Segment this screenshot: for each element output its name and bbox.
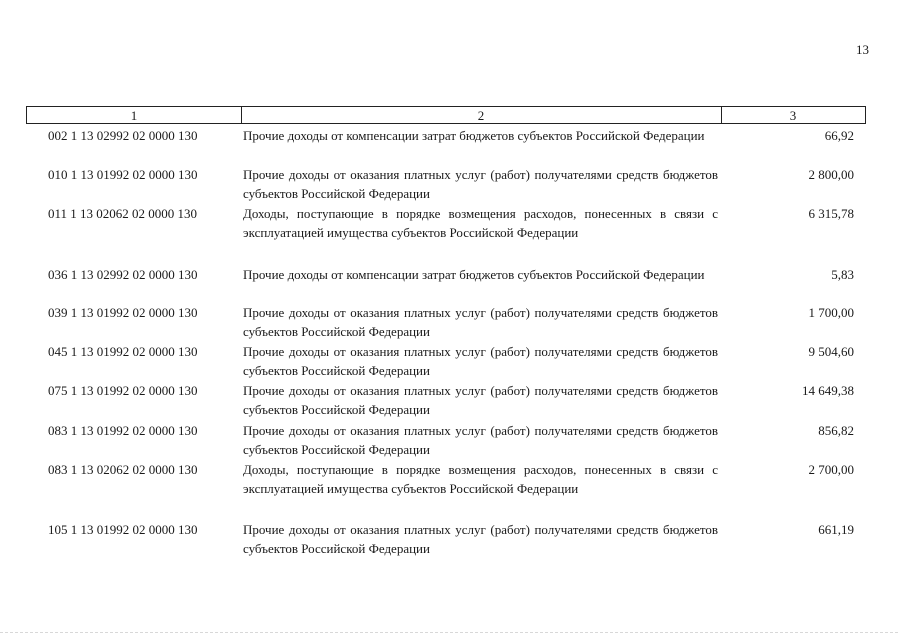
income-description: Прочие доходы от оказания платных услуг (работ) получателями средств бюджетов субъектов Российской Федерации	[243, 423, 718, 457]
column-header-2: 2	[241, 107, 722, 123]
column-header-1: 1	[27, 107, 242, 123]
income-description: Доходы, поступающие в порядке возмещения расходов, понесенных в связи с эксплуатацией имущества субъектов Российской Федерации	[243, 462, 718, 496]
budget-code: 036 1 13 02992 02 0000 130	[48, 267, 198, 282]
column-header-3: 3	[789, 108, 797, 123]
budget-code: 083 1 13 02062 02 0000 130	[48, 462, 198, 477]
amount: 9 504,60	[808, 344, 854, 359]
budget-code: 011 1 13 02062 02 0000 130	[48, 206, 198, 221]
income-description: Прочие доходы от оказания платных услуг (работ) получателями средств бюджетов субъектов Российской Федерации	[243, 167, 718, 201]
amount: 856,82	[818, 423, 854, 438]
income-description: Прочие доходы от оказания платных услуг (работ) получателями средств бюджетов субъектов Российской Федерации	[243, 344, 718, 378]
amount: 1 700,00	[808, 305, 854, 320]
amount: 5,83	[831, 267, 854, 282]
table-header	[26, 106, 866, 124]
income-description: Прочие доходы от компенсации затрат бюджетов субъектов Российской Федерации	[243, 267, 705, 282]
income-description: Доходы, поступающие в порядке возмещения расходов, понесенных в связи с эксплуатацией имущества субъектов Российской Федерации	[243, 206, 718, 240]
amount: 2 800,00	[808, 167, 854, 182]
income-description: Прочие доходы от компенсации затрат бюджетов субъектов Российской Федерации	[243, 128, 705, 143]
budget-code: 010 1 13 01992 02 0000 130	[48, 167, 198, 182]
budget-code: 083 1 13 01992 02 0000 130	[48, 423, 198, 438]
page-number: 13	[856, 42, 869, 57]
amount: 6 315,78	[808, 206, 854, 221]
budget-code: 045 1 13 01992 02 0000 130	[48, 344, 198, 359]
income-description: Прочие доходы от оказания платных услуг (работ) получателями средств бюджетов субъектов Российской Федерации	[243, 522, 718, 556]
budget-code: 075 1 13 01992 02 0000 130	[48, 383, 198, 398]
amount: 14 649,38	[802, 383, 854, 398]
budget-code: 002 1 13 02992 02 0000 130	[48, 128, 198, 143]
income-description: Прочие доходы от оказания платных услуг (работ) получателями средств бюджетов субъектов Российской Федерации	[243, 383, 718, 417]
amount: 661,19	[818, 522, 854, 537]
budget-code: 105 1 13 01992 02 0000 130	[48, 522, 198, 537]
amount: 2 700,00	[808, 462, 854, 477]
amount: 66,92	[824, 128, 854, 143]
budget-code: 039 1 13 01992 02 0000 130	[48, 305, 198, 320]
scan-edge-divider	[0, 632, 898, 633]
income-description: Прочие доходы от оказания платных услуг (работ) получателями средств бюджетов субъектов Российской Федерации	[243, 305, 718, 339]
